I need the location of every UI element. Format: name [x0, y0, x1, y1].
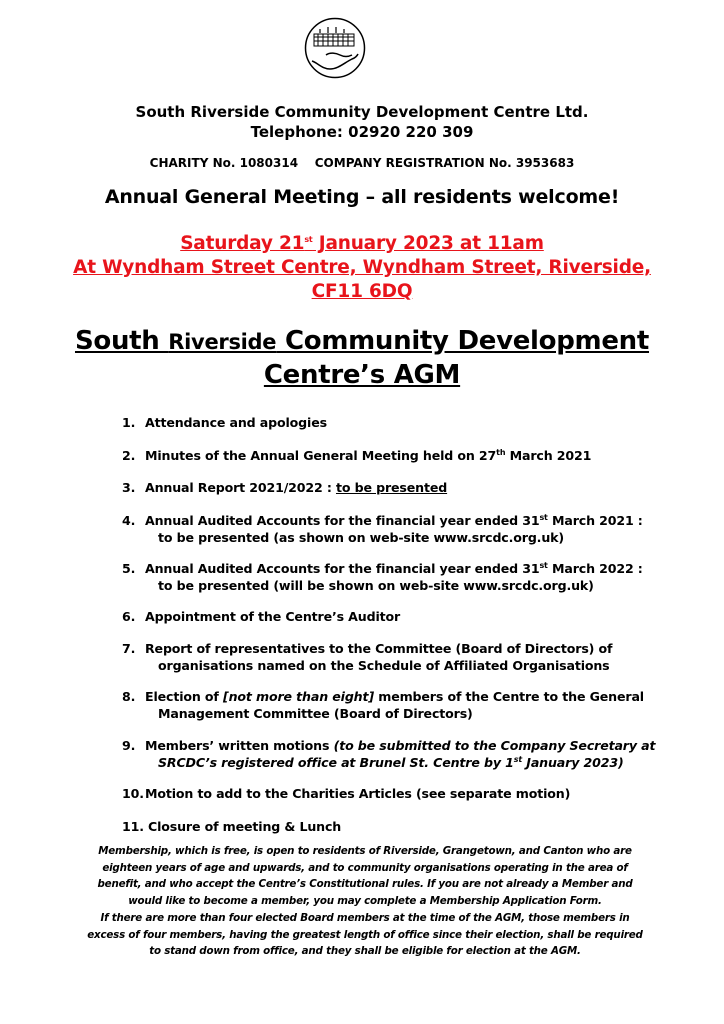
agenda-item	[122, 786, 570, 803]
organisation-logo	[304, 17, 366, 79]
title-part: Riverside	[168, 330, 277, 354]
event-venue-line2: CF11 6DQ	[311, 281, 413, 302]
membership-note	[80, 843, 650, 909]
agenda-item-line	[145, 480, 447, 495]
event-date	[0, 233, 724, 254]
agenda-item-text: organisations named on the Schedule of Affiliated Organisations	[158, 657, 610, 673]
agenda-item-text: st	[539, 512, 548, 522]
welcome-heading: Annual General Meeting – all residents welcome!	[104, 186, 620, 208]
agenda-item-text: Election of	[145, 689, 223, 704]
agenda-item-number: 4.	[122, 513, 136, 528]
agenda-item-line	[145, 609, 400, 624]
event-venue-line1: At Wyndham Street Centre, Wyndham Street, Riverside,	[73, 257, 651, 278]
agenda-item-line	[122, 706, 644, 723]
agenda-item-number: 8.	[122, 689, 136, 704]
agenda-item-text: Attendance and apologies	[145, 415, 327, 430]
agenda-item	[122, 561, 643, 594]
note-line: eighteen years of age and upwards, and to community organisations operating in the area of	[102, 861, 628, 874]
agenda-item	[122, 415, 327, 432]
agenda-item-text: st	[539, 560, 548, 570]
agenda-item-number: 9.	[122, 738, 136, 753]
title-part: Community Development	[276, 326, 650, 356]
agenda-item-text: March 2021 :	[547, 513, 643, 528]
agenda-item-text: members of the Centre to the General	[373, 689, 644, 704]
organisation-name: South Riverside Community Development Centre Ltd.	[135, 103, 589, 121]
note-line: to stand down from office, and they shall be eligible for election at the AGM.	[149, 945, 581, 957]
agenda-item-text: Annual Audited Accounts for the financial year ended 31	[145, 513, 540, 528]
telephone: Telephone: 02920 220 309	[250, 123, 474, 141]
agenda-item-text: Motion to add to the Charities Articles (see separate motion)	[145, 786, 571, 801]
date-text: Saturday 21	[180, 233, 305, 254]
note-line: benefit, and who accept the Centre’s Constitutional rules. If you are not already a Member and	[97, 878, 633, 890]
title-part: South	[74, 326, 169, 356]
agenda-item-text: Management Committee (Board of Directors)	[158, 705, 473, 721]
agenda-item	[122, 480, 447, 497]
agenda-item-text: Annual Report 2021/2022 :	[145, 480, 336, 495]
page-title-line2: Centre’s AGM	[263, 360, 461, 390]
agenda-item-text: to be presented	[335, 480, 448, 495]
agenda-item-text: March 2022 :	[547, 561, 643, 576]
agenda-item-number: 5.	[122, 561, 136, 576]
agenda-item-line	[145, 738, 655, 753]
agenda-item-number: 1.	[122, 415, 136, 430]
registration-numbers: CHARITY No. 1080314 COMPANY REGISTRATION No. 3953683	[149, 156, 575, 170]
agenda-item-line	[145, 786, 570, 801]
agenda-item-text: Annual Audited Accounts for the financial year ended 31	[145, 561, 540, 576]
agenda-item-number: 7.	[122, 641, 136, 656]
agenda-item-text: March 2021	[505, 448, 592, 463]
agenda-item	[122, 448, 591, 465]
agenda-item-line	[122, 755, 655, 772]
agenda-item-number: 3.	[122, 480, 136, 495]
agenda-item-text: SRCDC’s registered office at Brunel St. Centre by 1	[158, 754, 514, 770]
board-note	[80, 910, 650, 960]
agenda-item-text: (to be submitted to the Company Secretary at	[333, 738, 656, 753]
agenda-item-text: to be presented (as shown on web-site www.srcdc.org.uk)	[158, 529, 564, 545]
agenda-item-text: Minutes of the Annual General Meeting held on 27	[145, 448, 497, 463]
date-time-text: January 2023 at 11am	[312, 233, 544, 254]
agenda-item-line	[122, 530, 643, 547]
agenda-item-text: January 2023)	[522, 754, 624, 770]
agenda-item-number: 2.	[122, 448, 136, 463]
note-line: excess of four members, having the greatest length of office since their election, shall be required	[87, 928, 643, 941]
agenda-item-number: 6.	[122, 609, 136, 624]
agenda-item-line	[145, 641, 612, 656]
agenda-item-line	[122, 578, 643, 595]
agenda-item-line	[145, 561, 643, 576]
date-suffix: st	[304, 234, 313, 244]
page-title	[0, 326, 724, 356]
agenda-item	[122, 689, 644, 722]
agenda-item-text: th	[496, 447, 506, 457]
agenda-item-text: Appointment of the Centre’s Auditor	[145, 609, 401, 624]
note-line: If there are more than four elected Board members at the time of the AGM, those members in	[100, 912, 630, 924]
agenda-item-number: 10.	[122, 786, 144, 801]
agenda-item-text: Closure of meeting & Lunch	[148, 819, 342, 834]
agenda-item-line	[145, 415, 327, 430]
agenda-item	[122, 641, 612, 674]
note-line: Membership, which is free, is open to residents of Riverside, Grangetown, and Canton who are	[98, 845, 632, 857]
agenda-item-line	[145, 513, 643, 528]
agenda-item-text: Members’ written motions	[145, 738, 334, 753]
agenda-item-number: 11.	[122, 819, 144, 834]
agenda-item-line	[145, 689, 644, 704]
note-line: would like to become a member, you may complete a Membership Application Form.	[128, 894, 602, 907]
agenda-item-line	[122, 658, 612, 675]
agenda-item-line	[148, 819, 341, 834]
agenda-item	[122, 609, 400, 626]
agenda-item-text: Report of representatives to the Committee (Board of Directors) of	[145, 641, 613, 656]
agenda-item-text: to be presented (will be shown on web-site www.srcdc.org.uk)	[158, 577, 594, 593]
agenda-item	[122, 513, 643, 546]
agenda-item-text: st	[513, 754, 523, 764]
agenda-item-text: [not more than eight]	[222, 689, 374, 704]
agenda-item	[122, 819, 341, 836]
agenda-item	[122, 738, 655, 771]
agenda-item-line	[145, 448, 591, 463]
